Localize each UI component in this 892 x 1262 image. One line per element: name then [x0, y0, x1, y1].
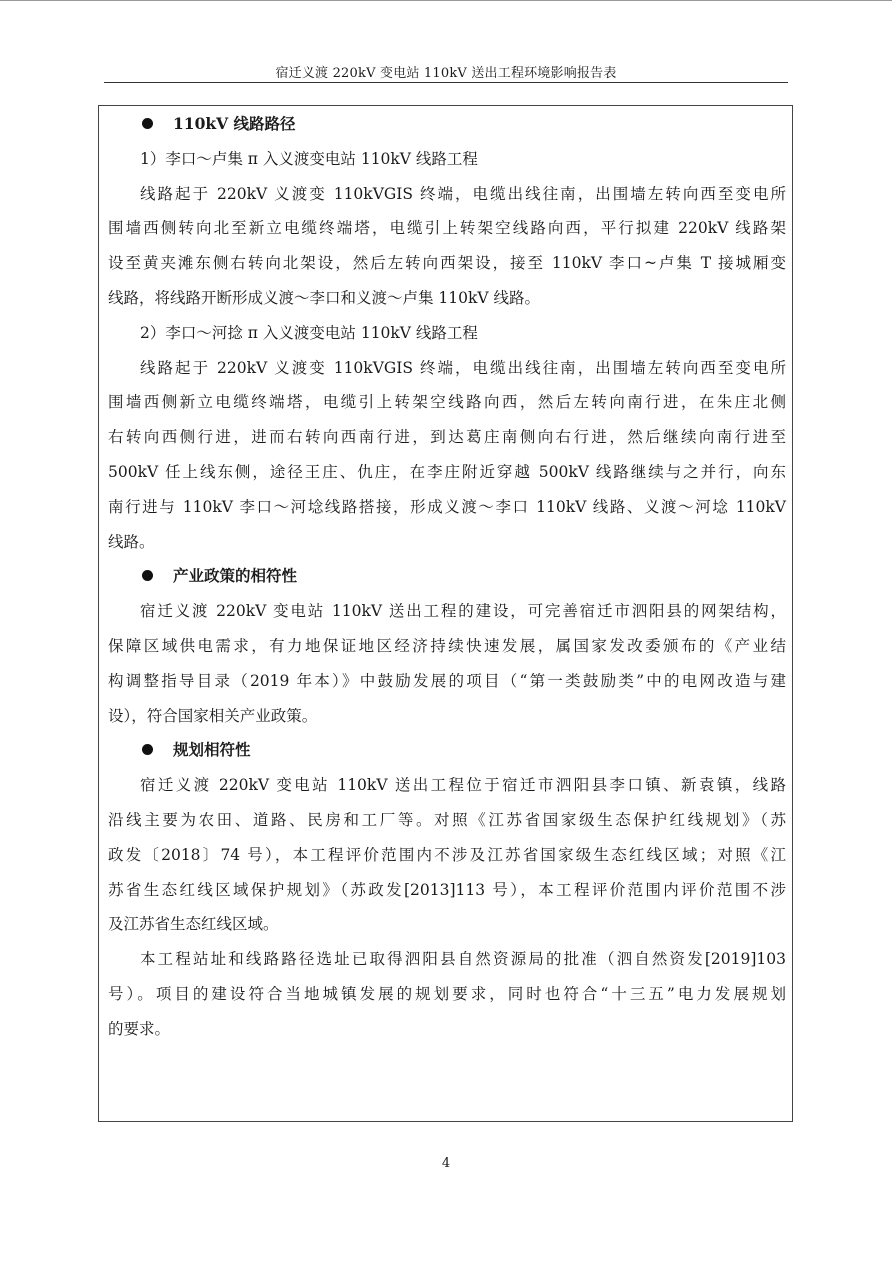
paragraph-line: 宿迁义渡 220kV 变电站 110kV 送出工程位于宿迁市泗阳县李口镇、新袁镇，线路 — [140, 776, 786, 795]
paragraph-line: 围墙西侧新立电缆终端塔，电缆引上转架空线路向西，然后左转向南行进，在朱庄北侧 — [108, 393, 786, 412]
paragraph-line: 的要求。 — [108, 1019, 171, 1038]
paragraph-line: 保障区域供电需求，有力地保证地区经济持续快速发展，属国家发改委颁布的《产业结 — [108, 636, 786, 655]
paragraph-line: 线路，将线路开断形成义渡～李口和义渡～卢集 110kV 线路。 — [108, 288, 541, 307]
paragraph-line: 围墙西侧转向北至新立电缆终端塔，电缆引上转架空线路向西，平行拟建 220kV 线路架 — [108, 219, 786, 238]
section-policy-heading: 产业政策的相符性 — [108, 559, 786, 594]
bullet-dot-icon — [142, 570, 153, 581]
bullet-dot-icon — [142, 118, 153, 129]
page-top-edge — [0, 0, 892, 1]
paragraph-line: 线路起于 220kV 义渡变 110kVGIS 终端，电缆出线往南，出围墙左转向西至变电所 — [140, 184, 786, 203]
route-item2-title: 2）李口～河捻 π 入义渡变电站 110kV 线路工程 — [140, 323, 478, 342]
section-route-heading: 110kV 线路路径 — [108, 107, 786, 142]
paragraph-line: 500kV 任上线东侧，途径王庄、仇庄，在李庄附近穿越 500kV 线路继续与之并行，向东 — [108, 462, 786, 481]
paragraph-line: 南行进与 110kV 李口～河埝线路搭接，形成义渡～李口 110kV 线路、义渡～河埝 110kV — [108, 497, 786, 516]
paragraph-line: 及江苏省生态红线区域。 — [108, 915, 279, 934]
paragraph-line: 构调整指导目录（2019 年本）》中鼓励发展的项目（“第一类鼓励类”中的电网改造与建 — [108, 671, 786, 690]
paragraph-line: 号）。项目的建设符合当地城镇发展的规划要求，同时也符合“十三五”电力发展规划 — [108, 984, 786, 1003]
paragraph-line: 宿迁义渡 220kV 变电站 110kV 送出工程的建设，可完善宿迁市泗阳县的网架结构， — [140, 602, 786, 621]
paragraph-line: 苏省生态红线区域保护规划》（苏政发[2013]113 号），本工程评价范围内评价范围不涉 — [108, 880, 786, 899]
paragraph-line: 设至黄夹滩东侧右转向北架设，然后左转向西架设，接至 110kV 李口~卢集 T 接城厢变 — [108, 254, 786, 273]
bullet-dot-icon — [142, 744, 153, 755]
section-planning-heading: 规划相符性 — [108, 733, 786, 768]
content-body — [108, 107, 786, 1047]
paragraph-line: 线路起于 220kV 义渡变 110kVGIS 终端，电缆出线往南，出围墙左转向西至变电所 — [140, 358, 786, 377]
paragraph-line: 右转向西侧行进，进而右转向西南行进，到达葛庄南侧向右行进，然后继续向南行进至 — [108, 428, 786, 447]
paragraph-line: 沿线主要为农田、道路、民房和工厂等。对照《江苏省国家级生态保护红线规划》（苏 — [108, 810, 786, 829]
page-header: 宿迁义渡 220kV 变电站 110kV 送出工程环境影响报告表 — [275, 66, 617, 81]
paragraph-line: 政发〔2018〕74 号），本工程评价范围内不涉及江苏省国家级生态红线区域；对照《江 — [108, 845, 786, 864]
route-item1-title: 1）李口～卢集 π 入义渡变电站 110kV 线路工程 — [140, 149, 478, 168]
paragraph-line: 线路。 — [108, 532, 155, 551]
header-rule — [104, 82, 788, 83]
paragraph-line: 设），符合国家相关产业政策。 — [108, 706, 318, 725]
page-number: 4 — [441, 1156, 451, 1171]
paragraph-line: 本工程站址和线路路径选址已取得泗阳县自然资源局的批准（泗自然资发[2019]103 — [140, 950, 786, 969]
